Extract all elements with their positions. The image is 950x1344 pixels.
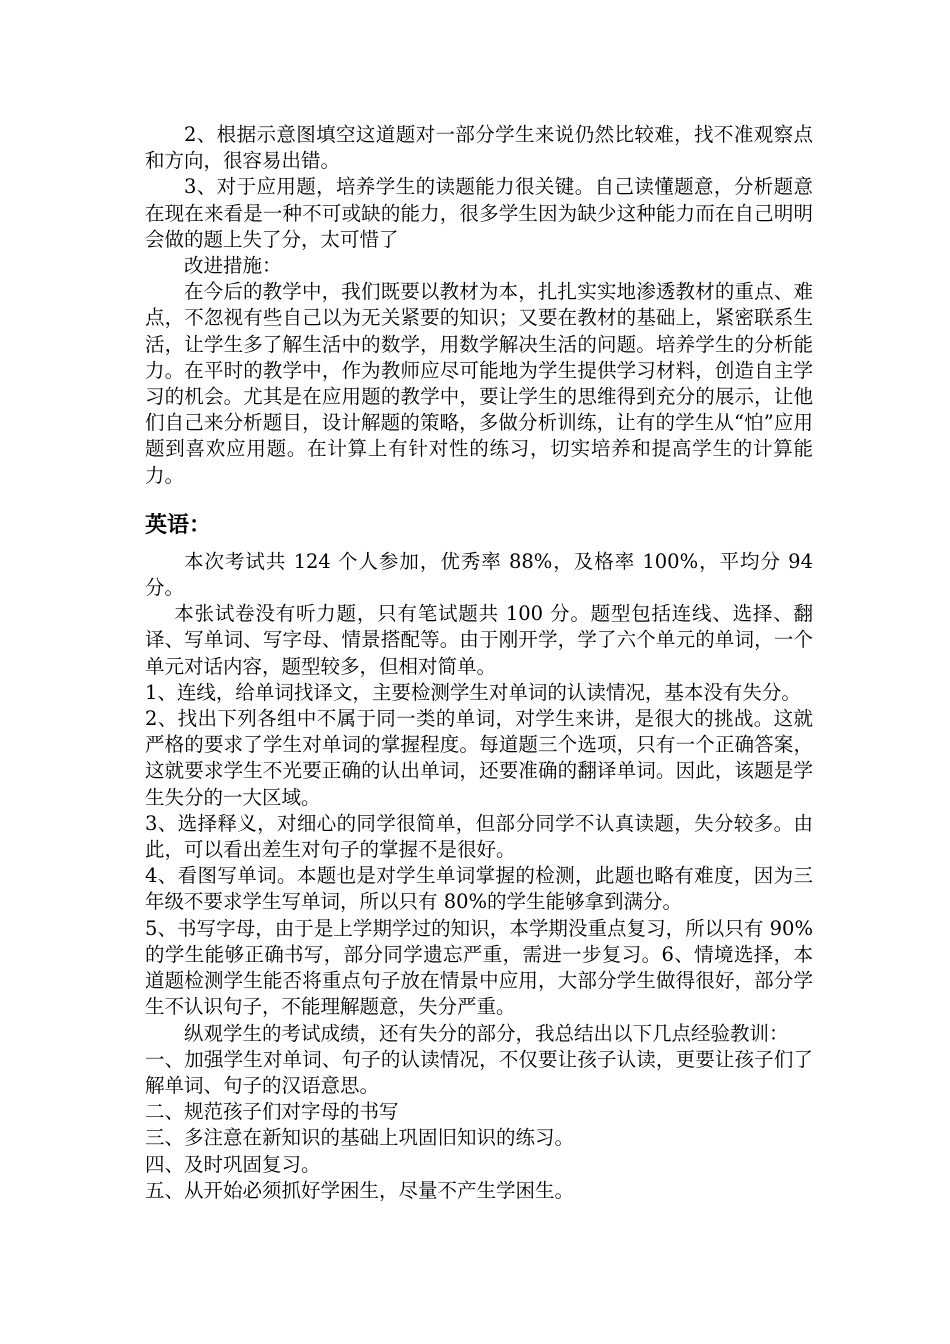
english-item-3: 3、选择释义，对细心的同学很简单，但部分同学不认真读题，失分较多。由此，可以看出差生对句子的掌握不是很好。 — [145, 811, 813, 862]
lesson-2: 二、规范孩子们对字母的书写 — [145, 1100, 399, 1124]
english-analysis-section — [145, 549, 813, 1204]
english-heading: 英语： — [145, 512, 212, 538]
english-item-4: 4、看图写单词。本题也是对学生单词掌握的检测，此题也略有难度，因为三年级不要求学生写单词，所以只有 80%的学生能够拿到满分。 — [145, 864, 813, 914]
english-exam-intro: 本张试卷没有听力题，只有笔试题共 100 分。题型包括连线、选择、翻译、写单词、写字母、情景搭配等。由于刚开学，学了六个单元的单词，一个单元对话内容，题型较多，但相对简单。 — [145, 602, 813, 678]
lesson-5: 五、从开始必须抓好学困生，尽量不产生学困生。 — [145, 1178, 575, 1202]
document-page — [145, 122, 813, 1204]
english-item-5: 5、书写字母，由于是上学期学过的知识，本学期没重点复习，所以只有 90%的学生能够正确书写，部分同学遗忘严重，需进一步复习。6、情境选择，本道题检测学生能否将重点句子放在情景中应用，大部分学生做得很好，部分学生不认识句子，不能理解题意，失分严重。 — [145, 916, 813, 1019]
english-item-1: 1、连线，给单词找译文，主要检测学生对单词的认读情况，基本没有失分。 — [145, 680, 801, 704]
math-point-2: 2、根据示意图填空这道题对一部分学生来说仍然比较难，找不准观察点和方向，很容易出错。 — [145, 123, 813, 173]
math-point-3: 3、对于应用题，培养学生的读题能力很关键。自己读懂题意，分析题意在现在来看是一种不可或缺的能力，很多学生因为缺少这种能力而在自己明明会做的题上失了分，太可惜了 — [145, 175, 813, 251]
lesson-1: 一、加强学生对单词、句子的认读情况，不仅要让孩子认读，更要让孩子们了解单词、句子的汉语意思。 — [145, 1047, 813, 1097]
english-item-2: 2、找出下列各组中不属于同一类的单词，对学生来讲，是很大的挑战。这就严格的要求了学生对单词的掌握程度。每道题三个选项，只有一个正确答案，这就要求学生不光要正确的认出单词，还要准确的翻译单词。因此，该题是学生失分的一大区域。 — [145, 707, 813, 809]
math-analysis-section — [145, 122, 813, 489]
english-summary: 纵观学生的考试成绩，还有失分的部分，我总结出以下几点经验教训： — [184, 1021, 789, 1045]
lesson-4: 四、及时巩固复习。 — [145, 1152, 321, 1176]
lesson-3: 三、多注意在新知识的基础上巩固旧知识的练习。 — [145, 1126, 575, 1150]
english-exam-stats: 本次考试共 124 个人参加，优秀率 88%，及格率 100%，平均分 94 分。 — [145, 549, 813, 600]
improvement-measures-label: 改进措施： — [184, 254, 282, 278]
improvement-measures-paragraph: 在今后的教学中，我们既要以教材为本，扎扎实实地渗透教材的重点、难点，不忽视有些自己以为无关紧要的知识；又要在教材的基础上，紧密联系生活，让学生多了解生活中的数学，用数学解决生活的问题。培养学生的分析能力。在平时的教学中，作为教师应尽可能地为学生提供学习材料，创造自主学习的机会。尤其是在应用题的教学中，要让学生的思维得到充分的展示，让他们自己来分析题目，设计解题的策略，多做分析训练，让有的学生从“怕”应用题到喜欢应用题。在计算上有针对性的练习，切实培养和提高学生的计算能力。 — [145, 280, 813, 487]
